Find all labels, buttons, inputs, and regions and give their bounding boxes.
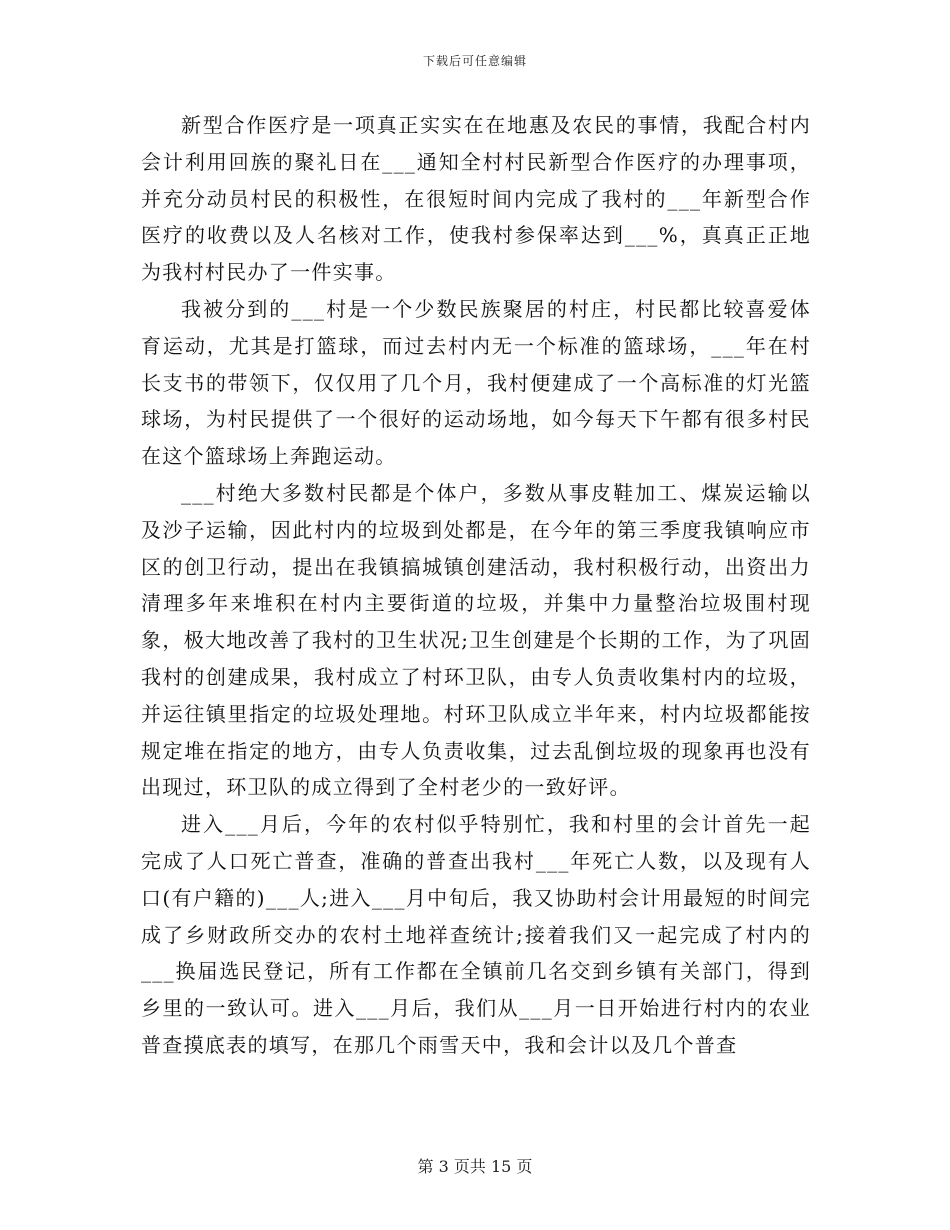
page-header: 下载后可任意编辑 xyxy=(422,54,527,68)
paragraph-4: 进入___月后，今年的农村似乎特别忙，我和村里的会计首先一起完成了人口死亡普查，准确的普查出我村___年死亡人数，以及现有人口(有户籍的)___人;进入___月中旬后，我又协助村会计用最短的时间完成了乡财政所交办的农村土地祥查统计;接着我们又一起完成了村内的___换届选民登记，所有工作都在全镇前几名交到乡镇有关部门，得到乡里的一致认可。进入___月后，我们从___月一日开始进行村内的农业普查摸底表的填写，在那几个雨雪天中，我和会计以及几个普查 xyxy=(141,812,811,1057)
paragraph-1: 新型合作医疗是一项真正实实在在地惠及农民的事情，我配合村内会计利用回族的聚礼日在___通知全村村民新型合作医疗的办理事项，并充分动员村民的积极性，在很短时间内完成了我村的___年新型合作医疗的收费以及人名核对工作，使我村参保率达到___%，真真正正地为我村村民办了一件实事。 xyxy=(141,113,811,285)
paragraph-3: ___村绝大多数村民都是个体户，多数从事皮鞋加工、煤炭运输以及沙子运输，因此村内的垃圾到处都是，在今年的第三季度我镇响应市区的创卫行动，提出在我镇搞城镇创建活动，我村积极行动，出资出力清理多年来堆积在村内主要街道的垃圾，并集中力量整治垃圾围村现象，极大地改善了我村的卫生状况;卫生创建是个长期的工作，为了巩固我村的创建成果，我村成立了村环卫队，由专人负责收集村内的垃圾，并运往镇里指定的垃圾处理地。村环卫队成立半年来，村内垃圾都能按规定堆在指定的地方，由专人负责收集，过去乱倒垃圾的现象再也没有出现过，环卫队的成立得到了全村老少的一致好评。 xyxy=(141,480,811,800)
page-footer: 第 3 页共 15 页 xyxy=(417,1157,533,1176)
document-body xyxy=(141,107,811,1064)
paragraph-2: 我被分到的___村是一个少数民族聚居的村庄，村民都比较喜爱体育运动，尤其是打篮球，而过去村内无一个标准的篮球场，___年在村长支书的带领下，仅仅用了几个月，我村便建成了一个高标准的灯光篮球场，为村民提供了一个很好的运动场地，如今每天下午都有很多村民在这个篮球场上奔跑运动。 xyxy=(141,296,811,469)
